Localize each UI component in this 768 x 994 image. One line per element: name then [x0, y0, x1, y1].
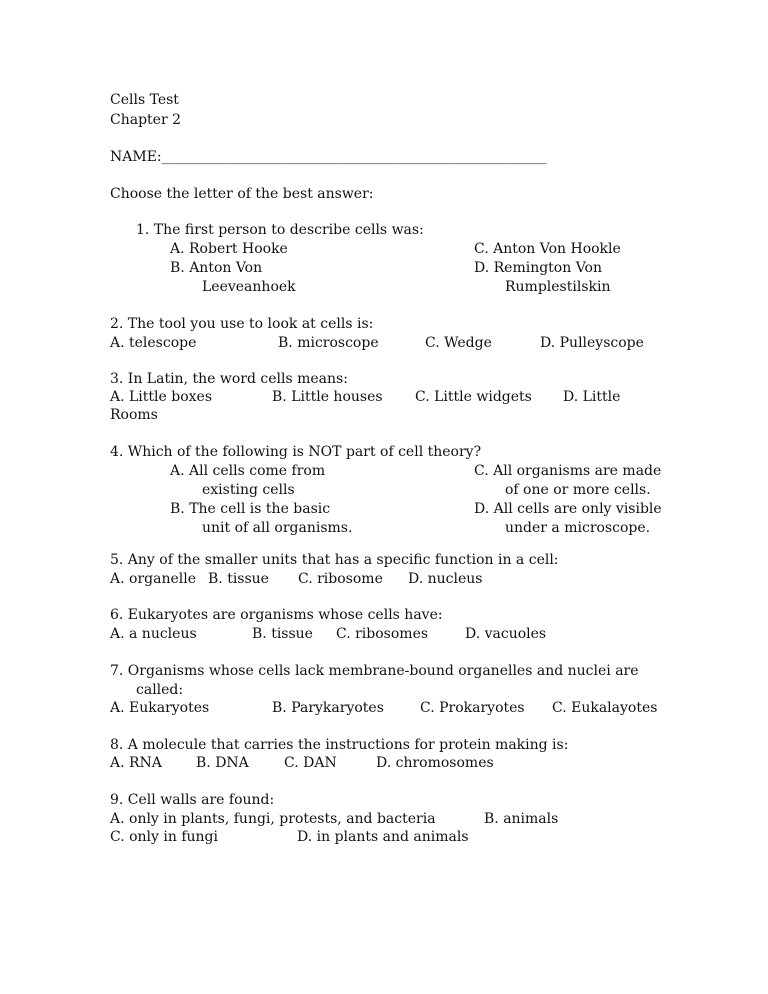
question-8-option-c[interactable]: C. DAN [284, 755, 337, 771]
question-5-option-a[interactable]: A. organelle [110, 571, 196, 587]
test-title: Cells Test [110, 92, 179, 108]
question-6-option-a[interactable]: A. a nucleus [110, 626, 197, 642]
question-3-option-d-cont[interactable]: Rooms [110, 407, 158, 423]
question-5-option-b[interactable]: B. tissue [208, 571, 269, 587]
question-4-text: 4. Which of the following is NOT part of cell theory? [110, 444, 482, 460]
question-6-text: 6. Eukaryotes are organisms whose cells have: [110, 607, 443, 623]
question-1-option-c[interactable]: C. Anton Von Hookle [474, 241, 621, 257]
question-4-option-c[interactable]: C. All organisms are made [474, 463, 662, 479]
question-1-option-a[interactable]: A. Robert Hooke [170, 241, 288, 257]
question-6-option-d[interactable]: D. vacuoles [465, 626, 547, 642]
question-7-option-d[interactable]: C. Eukalayotes [552, 700, 658, 716]
question-1-option-d-cont[interactable]: Rumplestilskin [505, 279, 611, 295]
question-7-option-b[interactable]: B. Parykaryotes [272, 700, 384, 716]
question-3-option-c[interactable]: C. Little widgets [415, 389, 532, 405]
question-8-text: 8. A molecule that carries the instructions for protein making is: [110, 737, 569, 753]
question-2-option-c[interactable]: C. Wedge [425, 335, 492, 351]
question-9-option-b[interactable]: B. animals [484, 811, 559, 827]
question-4-option-d-cont[interactable]: under a microscope. [505, 520, 651, 536]
question-5-option-d[interactable]: D. nucleus [408, 571, 483, 587]
question-2-option-d[interactable]: D. Pulleyscope [540, 335, 644, 351]
question-5-option-c[interactable]: C. ribosome [298, 571, 383, 587]
question-3-text: 3. In Latin, the word cells means: [110, 371, 348, 387]
question-6-option-c[interactable]: C. ribosomes [336, 626, 429, 642]
question-4-option-b[interactable]: B. The cell is the basic [170, 501, 331, 517]
question-7-text-cont: called: [136, 682, 184, 698]
question-1-text: 1. The first person to describe cells was: [136, 222, 424, 238]
question-4-option-d[interactable]: D. All cells are only visible [474, 501, 662, 517]
question-3-option-a[interactable]: A. Little boxes [110, 389, 213, 405]
question-8-option-b[interactable]: B. DNA [196, 755, 249, 771]
question-8-option-a[interactable]: A. RNA [110, 755, 162, 771]
question-5-text: 5. Any of the smaller units that has a specific function in a cell: [110, 552, 559, 568]
chapter-label: Chapter 2 [110, 112, 181, 128]
question-7-option-a[interactable]: A. Eukaryotes [110, 700, 210, 716]
question-2-text: 2. The tool you use to look at cells is: [110, 316, 374, 332]
question-7-option-c[interactable]: C. Prokaryotes [420, 700, 525, 716]
question-6-option-b[interactable]: B. tissue [252, 626, 313, 642]
question-9-text: 9. Cell walls are found: [110, 792, 275, 808]
instructions: Choose the letter of the best answer: [110, 186, 374, 202]
question-2-option-a[interactable]: A. telescope [110, 335, 197, 351]
question-7-text: 7. Organisms whose cells lack membrane-bound organelles and nuclei are [110, 663, 639, 679]
name-field[interactable]: NAME:_______________________________________________________ [110, 149, 547, 165]
question-4-option-b-cont[interactable]: unit of all organisms. [202, 520, 353, 536]
question-4-option-a[interactable]: A. All cells come from [170, 463, 326, 479]
question-1-option-b-cont[interactable]: Leeveanhoek [202, 279, 296, 295]
question-1-option-b[interactable]: B. Anton Von [170, 260, 263, 276]
question-4-option-c-cont[interactable]: of one or more cells. [505, 482, 651, 498]
question-9-option-d[interactable]: D. in plants and animals [297, 829, 469, 845]
question-9-option-a[interactable]: A. only in plants, fungi, protests, and bacteria [110, 811, 436, 827]
question-2-option-b[interactable]: B. microscope [278, 335, 379, 351]
question-4-option-a-cont[interactable]: existing cells [202, 482, 295, 498]
question-3-option-b[interactable]: B. Little houses [272, 389, 383, 405]
question-1-option-d[interactable]: D. Remington Von [474, 260, 602, 276]
question-9-option-c[interactable]: C. only in fungi [110, 829, 218, 845]
question-3-option-d[interactable]: D. Little [563, 389, 621, 405]
question-8-option-d[interactable]: D. chromosomes [376, 755, 494, 771]
